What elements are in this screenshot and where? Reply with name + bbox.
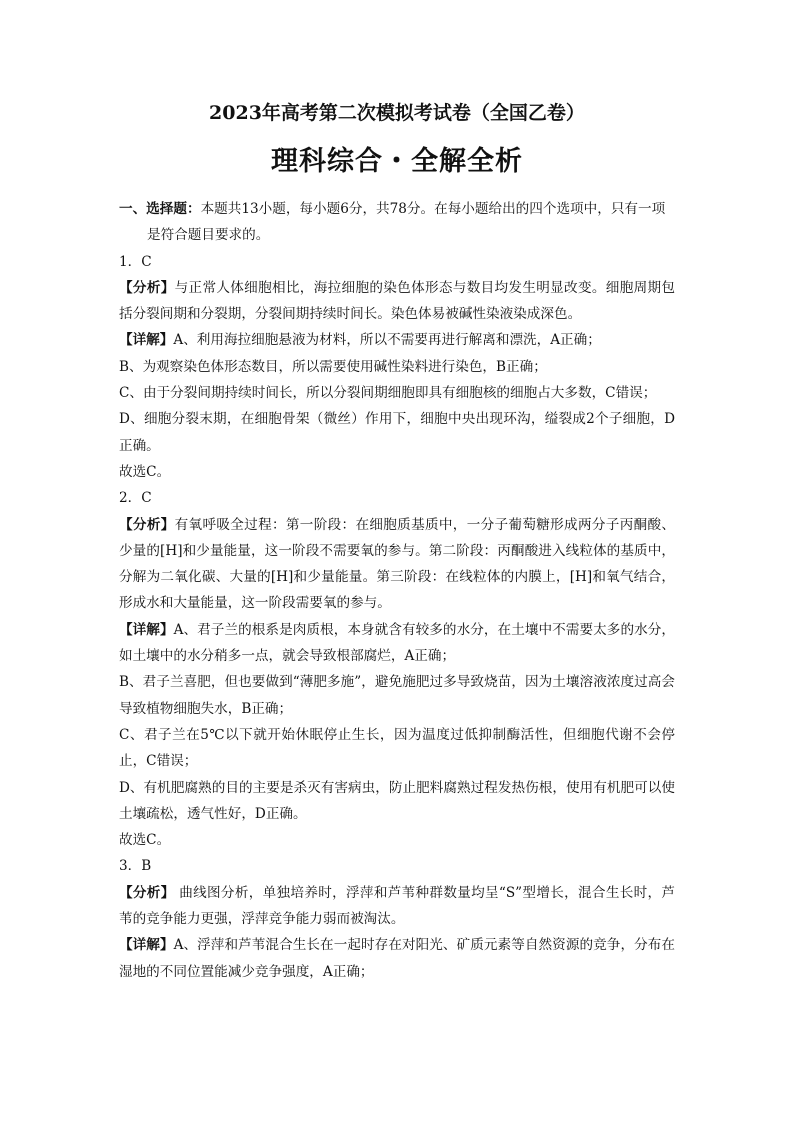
detail-tag: 【详解】 [119,937,174,954]
question-number: 1．C [119,253,152,270]
conclusion-line: 故选C。 [119,463,171,480]
detail-line: B、君子兰喜肥，但也要做到“薄肥多施”，避免施肥过多导致烧苗，因为土壤溶液浓度过高会导致植物细胞失水，B正确； [119,674,675,717]
analysis-paragraph [119,880,675,933]
analysis-paragraph [119,275,675,328]
conclusion-line: 故选C。 [119,832,171,849]
detail-line: B、为观察染色体形态数目，所以需要使用碱性染料进行染色，B正确； [119,358,547,375]
analysis-text: 曲线图分析，单独培养时，浮萍和芦苇种群数量均呈“S”型增长，混合生长时，芦苇的竞争能力更强，浮萍竞争能力弱而被淘汰。 [119,884,676,928]
section-text: 本题共13小题，每小题6分，共78分。在每小题给出的四个选项中，只有一项是符合题目要求的。 [147,201,666,244]
detail-text: A、利用海拉细胞悬液为材料，所以不需要再进行解离和漂洗，A正确； [173,332,601,349]
detail-line: D、细胞分裂末期，在细胞骨架（微丝）作用下，细胞中央出现环沟，缢裂成2个子细胞，D正确。 [119,411,675,454]
analysis-tag: 【分析】 [119,279,175,296]
section-label: 一、选择题： [119,201,201,217]
detail-paragraph [119,932,675,985]
detail-text: A、浮萍和芦苇混合生长在一起时存在对阳光、矿质元素等自然资源的竞争，分布在湿地的不同位置能减少竞争强度，A正确； [119,937,675,980]
analysis-text: 有氧呼吸全过程：第一阶段：在细胞质基质中，一分子葡萄糖形成两分子丙酮酸、少量的[H]和少量能量，这一阶段不需要氧的参与。第二阶段：丙酮酸进入线粒体的基质中，分解为二氧化碳、大量的[H]和少量能量。第三阶段：在线粒体的内膜上，[H]和氧气结合，形成水和大量能量，这一阶段需要氧的参与。 [119,516,676,612]
analysis-tag: 【分析】 [119,516,175,533]
question-number: 3．B [119,858,152,875]
detail-paragraph [119,327,675,353]
detail-line: D、有机肥腐熟的目的主要是杀灭有害病虫，防止肥料腐熟过程发热伤根，使用有机肥可以使土壤疏松，透气性好，D正确。 [119,779,675,822]
exam-subtitle: 理科综合・全解全析 [271,146,523,177]
detail-paragraph [119,617,675,670]
exam-title: 2023年高考第二次模拟考试卷（全国乙卷） [209,102,585,124]
analysis-paragraph [119,512,675,617]
detail-line: C、由于分裂间期持续时间长，所以分裂间期细胞即具有细胞核的细胞占大多数，C错误； [119,385,657,402]
analysis-text: 与正常人体细胞相比，海拉细胞的染色体形态与数目均发生明显改变。细胞周期包括分裂间期和分裂期，分裂间期持续时间长。染色体易被碱性染液染成深色。 [119,279,676,323]
detail-line: C、君子兰在5℃以下就开始休眠停止生长，因为温度过低抑制酶活性，但细胞代谢不会停止，C错误； [119,726,675,770]
analysis-tag: 【分析】 [119,884,175,901]
section-heading [119,196,675,249]
question-number: 2．C [119,490,152,507]
detail-text: A、君子兰的根系是肉质根，本身就含有较多的水分，在土壤中不需要太多的水分，如土壤中的水分稍多一点，就会导致根部腐烂，A正确； [119,621,675,665]
detail-tag: 【详解】 [119,332,174,349]
detail-tag: 【详解】 [119,621,174,638]
